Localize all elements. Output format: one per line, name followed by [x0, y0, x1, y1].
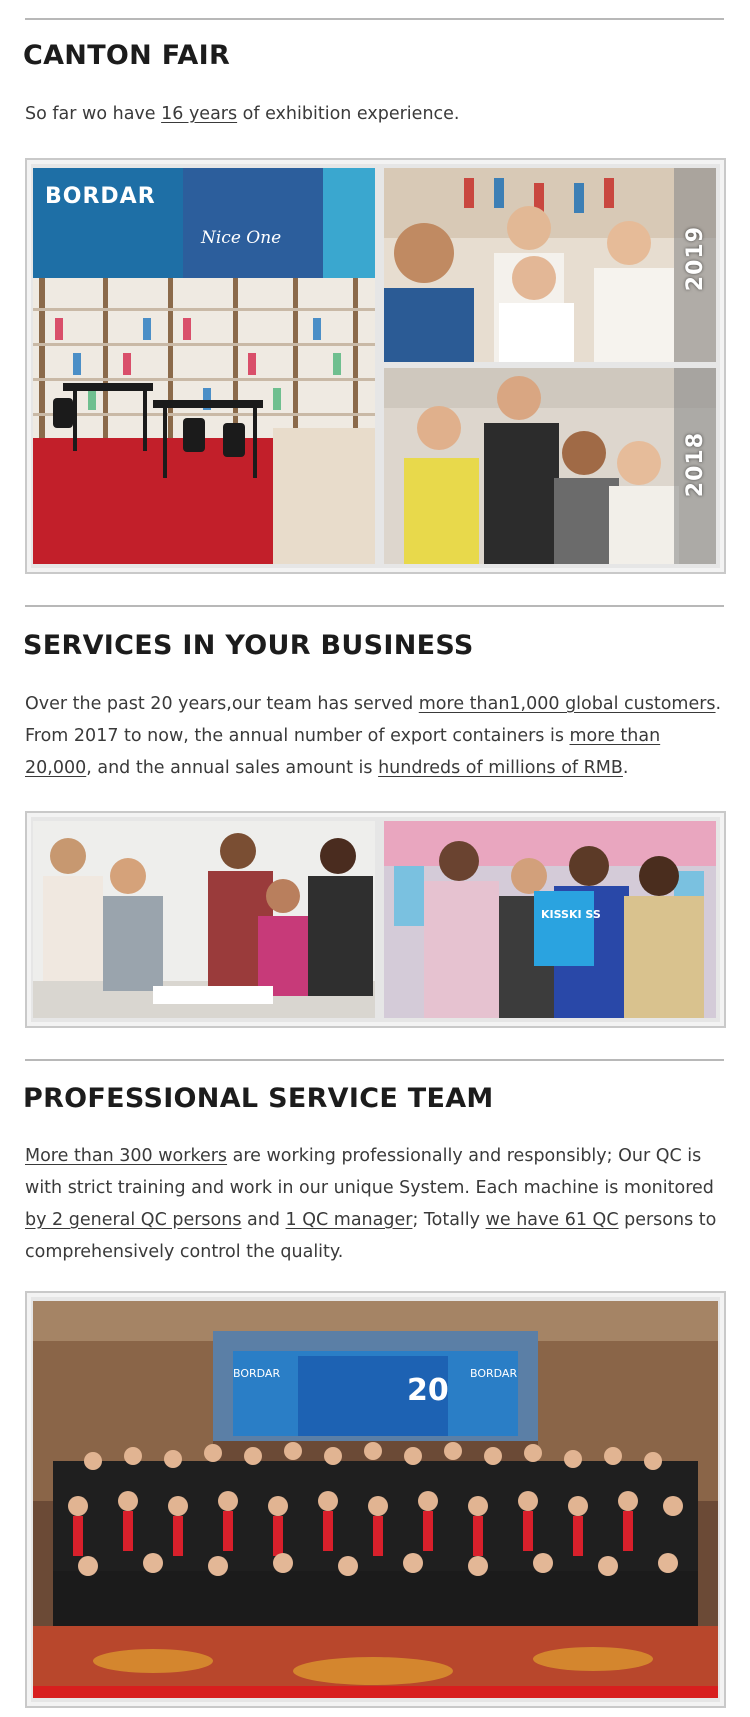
customers-photo [384, 821, 716, 1018]
highlight-sales: hundreds of millions of RMB [378, 758, 623, 778]
year-label-2018: 2018 [683, 432, 708, 498]
canton-fair-photo-frame [25, 158, 726, 574]
section-divider [25, 18, 724, 20]
fair-photo-2018 [384, 368, 716, 564]
highlight-qc-total: we have 61 QC [485, 1210, 619, 1230]
highlight-qc-persons: by 2 general QC persons [25, 1210, 242, 1230]
highlight-workers: More than 300 workers [25, 1146, 228, 1166]
fair-photo-2019 [384, 168, 716, 362]
banner-logo-left: BORDAR [233, 1367, 281, 1380]
team-group-photo [33, 1301, 718, 1698]
banner-logo-right: BORDAR [470, 1367, 518, 1380]
section-divider [25, 605, 724, 607]
booth-logo-text: BORDAR [45, 184, 156, 209]
year-label-2019: 2019 [683, 226, 708, 292]
team-photo-frame [25, 1291, 726, 1708]
team-description: More than 300 workers are working professionally and responsibly; Our QC is with strict training and work in our unique System. Each machine is monitored by 2 general QC persons and 1 QC manager; Totally we have 61 QC persons to comprehensively control the quality. [25, 1146, 717, 1262]
canton-fair-description: So far wo have 16 years of exhibition experience. [25, 104, 460, 124]
team-title: PROFESSIONAL SERVICE TEAM [23, 1083, 494, 1114]
highlight-years: 16 years [161, 104, 238, 124]
highlight-qc-manager: 1 QC manager [285, 1210, 413, 1230]
highlight-containers: more than 20,000 [25, 726, 661, 778]
services-title: SERVICES IN YOUR BUSINESS [23, 630, 474, 661]
highlight-customers: more than1,000 global customers [418, 694, 716, 714]
services-description: Over the past 20 years,our team has served more than1,000 global customers. From 2017 to now, the annual number of export containers is more than 20,000, and the annual sales amount is hundreds of millions of RMB. [25, 694, 722, 778]
package-label-text: KISSKI SS [541, 908, 601, 921]
banner-anniversary-number: 20 [407, 1373, 449, 1408]
section-divider [25, 1059, 724, 1061]
booth-brand-text: Nice One [201, 228, 282, 248]
services-photo-frame [25, 811, 726, 1028]
canton-fair-title: CANTON FAIR [23, 40, 231, 71]
booth-photo [33, 168, 375, 564]
meeting-photo [33, 821, 375, 1018]
